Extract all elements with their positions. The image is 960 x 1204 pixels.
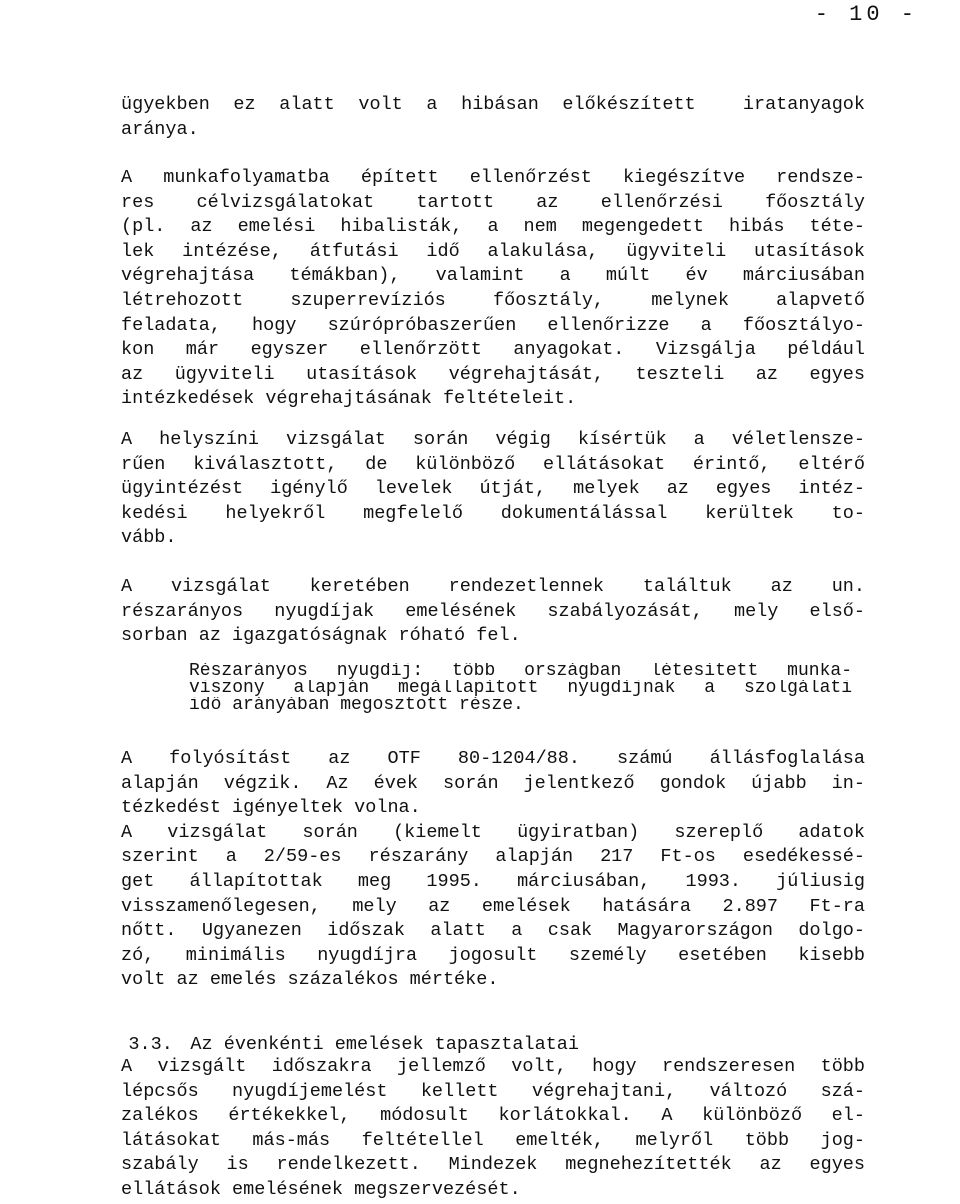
text-line: részarányos nyugdíjak emelésének szabályozását, mely első-: [121, 600, 865, 622]
paragraph-p6: [121, 747, 865, 993]
text-line: ügyekben ez alatt volt a hibásan előkészített iratanyagok: [121, 94, 865, 115]
text-line: zalékos értékekkel, módosult korlátokkal. A különböző el-: [121, 1105, 865, 1127]
text-line: A vizsgálat keretében rendezetlennek találtuk az un.: [121, 576, 865, 597]
text-line: kedési helyekről megfelelő dokumentálással kerültek to-: [121, 502, 865, 524]
text-line: aránya.: [121, 118, 199, 140]
text-line: ellátások emelésének megszervezését.: [121, 1178, 521, 1200]
text-line: tézkedést igényeltek volna.: [121, 797, 421, 819]
paragraph-p3: [121, 428, 865, 551]
section-number: 3.3.: [128, 1034, 173, 1055]
text-line: lek intézése, átfutási idő alakulása, ügyviteli utasítások: [121, 240, 865, 262]
text-line: szabály is rendelkezett. Mindezek megnehezítették az egyes: [121, 1154, 865, 1176]
text-line: szerint a 2/59-es részarány alapján 217 Ft-os esedékessé-: [121, 846, 865, 868]
text-line: látásokat más-más feltétellel emelték, melyről több jog-: [121, 1129, 865, 1151]
text-line: lépcsős nyugdíjemelést kellett végrehajtani, változó szá-: [121, 1080, 865, 1102]
section-title: Az évenkénti emelések tapasztalatai: [190, 1034, 579, 1055]
text-line: A vizsgálat során (kiemelt ügyiratban) szereplő adatok: [121, 821, 865, 843]
text-line: volt az emelés százalékos mértéke.: [121, 969, 499, 991]
text-line: intézkedések végrehajtásának feltételeit.: [121, 388, 577, 410]
text-line: kon már egyszer ellenőrzött anyagokat. Vizsgálja például: [121, 339, 865, 361]
text-line: feladata, hogy szúrópróbaszerűen ellenőrizze a főosztályo-: [121, 314, 865, 336]
text-line: zó, minimális nyugdíjra jogosult személy esetében kisebb: [121, 944, 865, 966]
paragraph-p4: [121, 575, 865, 649]
text-line: get állapítottak meg 1995. márciusában, 1993. júliusig: [121, 870, 865, 892]
text-line: az ügyviteli utasítások végrehajtását, teszteli az egyes: [121, 363, 865, 385]
text-line: A folyósítást az OTF 80-1204/88. számú állásfoglalása: [121, 748, 865, 769]
text-line: A munkafolyamatba épített ellenőrzést kiegészítve rendsze-: [121, 167, 865, 188]
definition-block: [189, 663, 852, 714]
paragraph-p7: [121, 1055, 865, 1203]
text-line: vább.: [121, 527, 177, 549]
text-line: res célvizsgálatokat tartott az ellenőrzési főosztály: [121, 191, 865, 213]
text-line: alapján végzik. Az évek során jelentkező gondok újabb in-: [121, 772, 865, 794]
text-line: végrehajtása témákban), valamint a múlt év márciusában: [121, 265, 865, 287]
text-line: ügyintézést igénylő levelek útját, melyek az egyes intéz-: [121, 478, 865, 500]
paragraph-p1: [121, 93, 865, 142]
text-line: idő arányában megosztott része.: [189, 697, 524, 714]
text-line: visszamenőlegesen, mely az emelések hatására 2.897 Ft-ra: [121, 895, 865, 917]
text-line: sorban az igazgatóságnak róható fel.: [121, 625, 521, 647]
text-line: A helyszíni vizsgálat során végig kísértük a véletlensze-: [121, 429, 865, 450]
text-line: létrehozott szuperrevíziós főosztály, melynek alapvető: [121, 289, 865, 311]
page-number: - 10 -: [814, 2, 918, 27]
paragraph-p2: [121, 166, 865, 412]
text-line: Részarányos nyugdíj: több országban létesített munka-: [189, 663, 852, 680]
text-line: A vizsgált időszakra jellemző volt, hogy rendszeresen több: [121, 1056, 865, 1077]
text-line: viszony alapján megállapított nyugdíjnak a szolgálati: [189, 680, 852, 697]
text-line: (pl. az emelési hibalisták, a nem megengedett hibás téte-: [121, 216, 865, 238]
text-line: nőtt. Ugyanezen időszak alatt a csak Magyarországon dolgo-: [121, 920, 865, 942]
text-line: rűen kiválasztott, de különböző ellátásokat érintő, eltérő: [121, 453, 865, 475]
